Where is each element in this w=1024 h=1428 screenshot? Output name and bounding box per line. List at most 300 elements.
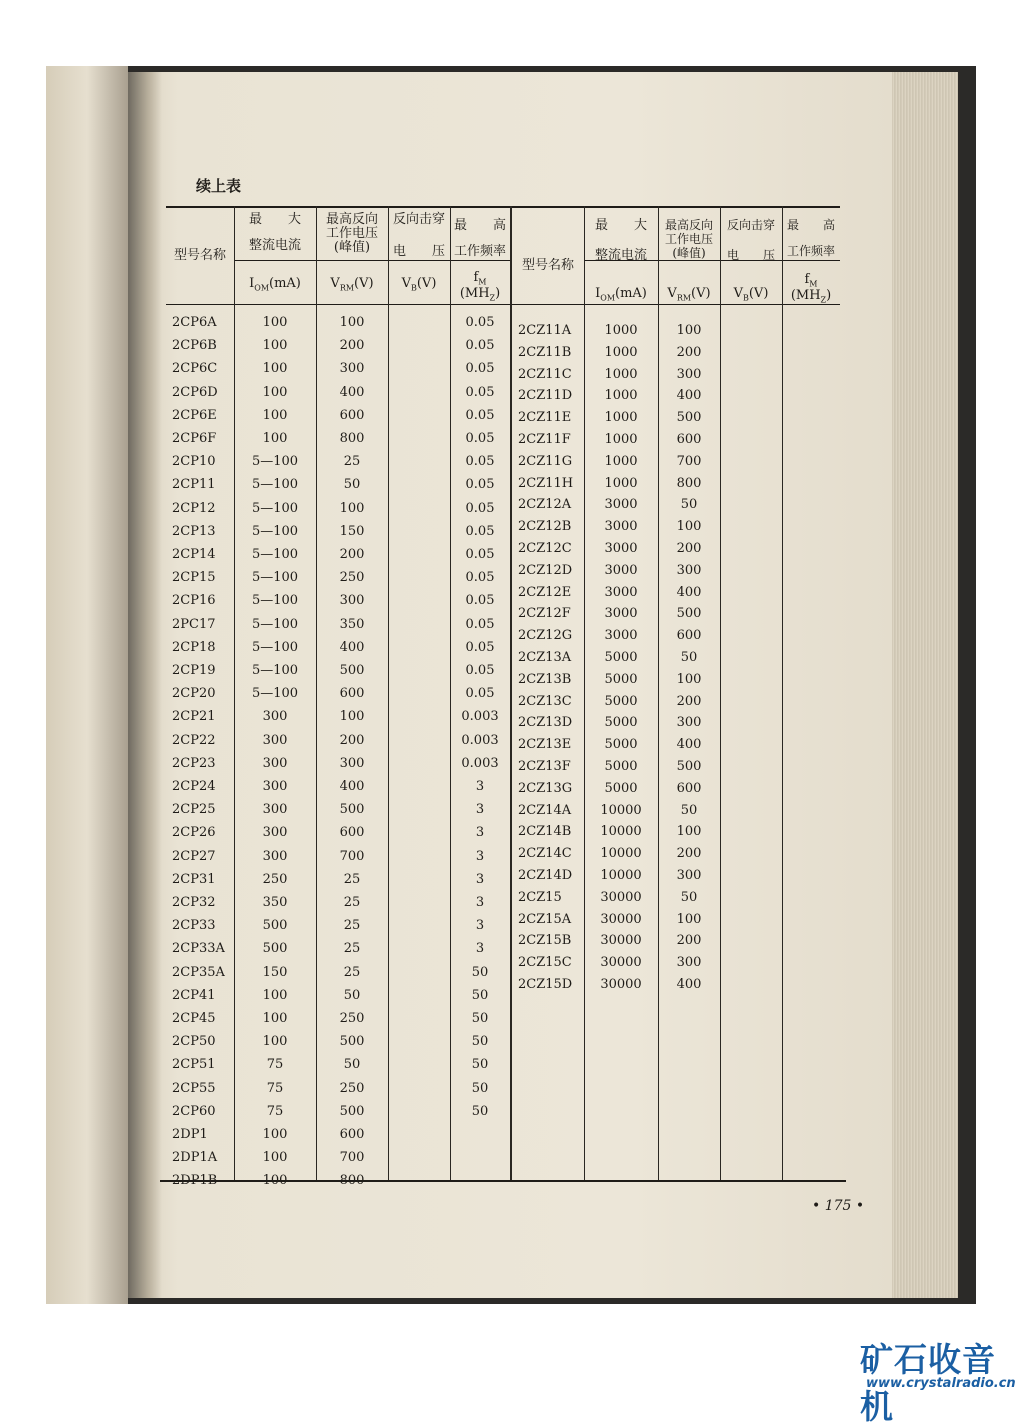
model-cell: 2CP15 (172, 570, 216, 586)
model-cell: 2CZ14D (518, 868, 573, 883)
model-cell: 2CZ13C (518, 693, 572, 709)
voltage-cell: 300 (339, 593, 365, 609)
model-cell: 2CZ12B (518, 519, 572, 535)
voltage-cell: 50 (680, 650, 698, 665)
freq-subscript: M (809, 279, 818, 289)
current-cell: 100 (262, 384, 288, 400)
model-cell: 2CP31 (172, 871, 216, 887)
model-cell: 2CP50 (172, 1034, 216, 1050)
current-cell: 5000 (604, 780, 638, 796)
current-cell: 250 (262, 871, 288, 887)
model-cell: 2CP35A (172, 964, 225, 980)
voltage-cell: 600 (676, 628, 702, 644)
header-current-mid: 整流电流 (248, 238, 301, 253)
header-voltage-l2: 工作电压 (325, 226, 378, 241)
model-cell: 2CZ15B (518, 933, 572, 949)
header-voltage-l3: (峰值) (672, 246, 706, 260)
model-cell: 2CP18 (172, 639, 216, 655)
header-current-mid: 整流电流 (594, 248, 647, 263)
model-cell: 2PC17 (172, 616, 216, 632)
model-cell: 2CP45 (172, 1011, 216, 1026)
model-cell: 2CZ15A (518, 911, 572, 927)
model-cell: 2CZ11A (518, 323, 572, 338)
frequency-cell: 0.05 (465, 361, 495, 377)
header-freq-l2: 工作频率 (786, 244, 835, 258)
current-cell: 5—100 (251, 454, 299, 470)
frequency-cell: 0.05 (465, 407, 495, 423)
header-voltage-unit (316, 276, 388, 296)
freq-unit: (MH (459, 286, 490, 301)
frequency-cell: 0.05 (465, 500, 495, 516)
breakdown-unit: (V) (748, 286, 769, 301)
frequency-cell: 0.05 (465, 315, 495, 330)
freq-unit-close: ) (495, 286, 501, 301)
model-cell: 2CP55 (172, 1080, 216, 1096)
current-cell: 1000 (604, 344, 638, 360)
model-cell: 2CZ15D (518, 977, 573, 992)
current-cell: 1000 (604, 323, 638, 338)
model-cell: 2CP33A (172, 941, 225, 957)
voltage-cell: 100 (339, 500, 365, 516)
voltage-cell: 100 (676, 519, 702, 535)
model-cell: 2CP13 (172, 523, 216, 539)
spine-shadow (128, 72, 162, 1298)
model-cell: 2CZ12A (518, 497, 572, 513)
voltage-cell: 250 (339, 1011, 365, 1026)
header-current-top: 最 大 (248, 212, 301, 227)
table-top-rule (166, 206, 840, 208)
voltage-cell: 200 (339, 732, 365, 748)
voltage-cell: 25 (343, 918, 361, 934)
frequency-cell: 3 (475, 941, 485, 957)
voltage-cell: 250 (339, 1080, 365, 1096)
model-cell: 2CP6D (172, 384, 218, 400)
model-cell: 2CZ13F (518, 759, 571, 774)
voltage-cell: 400 (676, 977, 702, 992)
voltage-cell: 700 (339, 848, 365, 864)
model-cell: 2CZ11F (518, 432, 571, 447)
frequency-cell: 0.003 (461, 755, 499, 771)
frequency-cell: 50 (471, 987, 489, 1003)
current-cell: 3000 (604, 497, 638, 513)
breakdown-subscript: B (742, 293, 749, 303)
header-current-unit (234, 276, 316, 296)
voltage-cell: 200 (676, 541, 702, 556)
voltage-symbol: V (330, 276, 340, 291)
header-freq-unit (450, 286, 510, 306)
voltage-cell: 800 (339, 431, 365, 446)
current-cell: 30000 (600, 911, 642, 927)
model-cell: 2CZ13G (518, 780, 573, 796)
voltage-cell: 300 (676, 562, 702, 578)
freq-symbol: f (473, 270, 479, 285)
freq-unit-subscript: Z (489, 293, 496, 303)
current-cell: 1000 (604, 388, 638, 404)
diode-spec-table (166, 204, 840, 1188)
current-cell: 300 (262, 825, 288, 841)
current-cell: 100 (262, 407, 288, 423)
half-divider (510, 206, 512, 1180)
current-cell: 300 (262, 732, 288, 748)
voltage-cell: 25 (343, 895, 361, 910)
voltage-cell: 600 (676, 432, 702, 447)
voltage-cell: 600 (339, 1127, 365, 1142)
model-cell: 2CP20 (172, 686, 216, 702)
frequency-cell: 0.05 (465, 523, 495, 539)
model-cell: 2CP21 (172, 709, 216, 725)
model-cell: 2CP26 (172, 825, 216, 841)
header-breakdown-l2: 电 压 (392, 244, 445, 259)
page-stack-edge (892, 72, 958, 1298)
frequency-cell: 0.05 (465, 454, 495, 470)
current-symbol: I (595, 286, 601, 301)
voltage-cell: 100 (676, 323, 702, 338)
header-freq-l1: 最 高 (453, 218, 506, 233)
current-cell: 100 (262, 361, 288, 377)
voltage-unit: (V) (354, 276, 374, 291)
model-cell: 2CZ14A (518, 802, 572, 818)
current-cell: 100 (262, 1127, 288, 1142)
header-breakdown-l2: 电 压 (726, 248, 775, 262)
current-cell: 350 (262, 895, 288, 910)
model-cell: 2CP11 (172, 477, 216, 493)
current-cell: 10000 (600, 846, 642, 862)
frequency-cell: 0.05 (465, 663, 495, 678)
model-cell: 2CZ13B (518, 671, 572, 687)
current-cell: 30000 (600, 889, 642, 905)
current-cell: 30000 (600, 955, 642, 971)
model-cell: 2CP10 (172, 454, 216, 470)
current-cell: 1000 (604, 366, 638, 382)
current-cell: 100 (262, 1034, 288, 1050)
model-cell: 2CP41 (172, 987, 216, 1003)
frequency-cell: 0.05 (465, 431, 495, 446)
current-cell: 500 (262, 918, 288, 934)
current-cell: 5—100 (251, 547, 299, 562)
header-current-unit (584, 286, 658, 306)
current-cell: 5—100 (251, 639, 299, 655)
frequency-cell: 50 (471, 1011, 489, 1026)
freq-unit: (MH (790, 288, 821, 303)
voltage-subscript: RM (339, 283, 355, 293)
freq-symbol: f (804, 272, 810, 287)
frequency-cell: 50 (471, 1103, 489, 1119)
frequency-cell: 0.05 (465, 686, 495, 702)
current-cell: 75 (266, 1057, 284, 1073)
voltage-cell: 500 (339, 1103, 365, 1119)
header-breakdown-unit (720, 286, 782, 306)
model-cell: 2CZ12D (518, 562, 573, 578)
current-cell: 300 (262, 802, 288, 818)
voltage-cell: 50 (343, 1057, 361, 1073)
voltage-cell: 25 (343, 964, 361, 980)
frequency-cell: 0.05 (465, 616, 495, 632)
model-cell: 2CZ11D (518, 388, 573, 404)
watermark-url: www.crystalradio.cn (866, 1376, 1016, 1391)
voltage-cell: 500 (676, 759, 702, 774)
voltage-cell: 25 (343, 941, 361, 957)
col-divider (720, 206, 721, 1180)
breakdown-symbol: V (401, 276, 411, 291)
left-unit-rule (234, 260, 510, 261)
frequency-cell: 50 (471, 1057, 489, 1073)
voltage-cell: 400 (676, 584, 702, 600)
voltage-cell: 400 (339, 779, 365, 794)
voltage-cell: 50 (343, 477, 361, 493)
voltage-cell: 200 (676, 344, 702, 360)
model-cell: 2CP6C (172, 361, 218, 377)
voltage-cell: 500 (339, 663, 365, 678)
breakdown-subscript: B (410, 283, 417, 293)
model-cell: 2CZ13A (518, 650, 572, 665)
frequency-cell: 0.05 (465, 384, 495, 400)
voltage-cell: 100 (676, 911, 702, 927)
voltage-cell: 700 (339, 1150, 365, 1166)
watermark-logo: 矿石收音机 (860, 1340, 996, 1426)
model-cell: 2CZ12F (518, 606, 571, 622)
voltage-cell: 150 (339, 523, 365, 539)
model-cell: 2CP16 (172, 593, 216, 609)
current-cell: 300 (262, 709, 288, 725)
facing-page-edge (46, 66, 128, 1304)
voltage-cell: 100 (676, 671, 702, 687)
voltage-cell: 100 (339, 709, 365, 725)
voltage-cell: 300 (676, 715, 702, 731)
voltage-cell: 700 (676, 453, 702, 469)
model-cell: 2CP25 (172, 802, 216, 818)
header-model-name: 型号名称 (173, 248, 226, 263)
current-cell: 500 (262, 941, 288, 957)
current-cell: 100 (262, 1150, 288, 1166)
model-cell: 2CP51 (172, 1057, 216, 1073)
current-cell: 100 (262, 431, 288, 446)
voltage-cell: 200 (676, 693, 702, 709)
frequency-cell: 3 (475, 895, 485, 910)
current-cell: 3000 (604, 519, 638, 535)
voltage-cell: 300 (676, 955, 702, 971)
freq-unit-subscript: Z (820, 295, 827, 305)
current-cell: 5—100 (251, 593, 299, 609)
voltage-cell: 200 (339, 338, 365, 354)
model-cell: 2CP22 (172, 732, 216, 748)
model-cell: 2CP23 (172, 755, 216, 771)
voltage-cell: 400 (676, 737, 702, 753)
current-cell: 10000 (600, 824, 642, 840)
current-cell: 5000 (604, 759, 638, 774)
current-cell: 1000 (604, 432, 638, 447)
current-cell: 300 (262, 779, 288, 794)
frequency-cell: 3 (475, 825, 485, 841)
model-cell: 2CP14 (172, 547, 216, 562)
frequency-cell: 3 (475, 848, 485, 864)
frequency-cell: 0.05 (465, 639, 495, 655)
header-freq-unit (782, 288, 840, 308)
voltage-cell: 300 (339, 361, 365, 377)
current-cell: 300 (262, 848, 288, 864)
voltage-cell: 50 (680, 497, 698, 513)
model-cell: 2CP6A (172, 315, 217, 330)
current-cell: 3000 (604, 541, 638, 556)
current-cell: 3000 (604, 584, 638, 600)
voltage-symbol: V (667, 286, 677, 301)
col-divider (782, 206, 783, 1180)
model-cell: 2CZ12C (518, 541, 572, 556)
current-unit: (mA) (269, 276, 301, 291)
voltage-cell: 25 (343, 871, 361, 887)
model-cell: 2CP12 (172, 500, 216, 516)
frequency-cell: 3 (475, 779, 485, 794)
frequency-cell: 3 (475, 918, 485, 934)
model-cell: 2CZ14C (518, 846, 572, 862)
breakdown-unit: (V) (416, 276, 437, 291)
voltage-cell: 800 (676, 475, 702, 491)
voltage-cell: 600 (339, 686, 365, 702)
model-cell: 2CZ12E (518, 584, 572, 600)
voltage-cell: 400 (339, 639, 365, 655)
current-cell: 300 (262, 755, 288, 771)
model-cell: 2CP19 (172, 663, 216, 678)
current-unit: (mA) (615, 286, 647, 301)
voltage-cell: 500 (676, 606, 702, 622)
model-cell: 2CZ15C (518, 955, 572, 971)
voltage-cell: 500 (339, 1034, 365, 1050)
current-cell: 5—100 (251, 477, 299, 493)
freq-subscript: M (478, 277, 487, 287)
col-divider (388, 206, 389, 1180)
frequency-cell: 0.05 (465, 547, 495, 562)
current-cell: 5000 (604, 737, 638, 753)
voltage-subscript: RM (676, 293, 692, 303)
voltage-cell: 200 (339, 547, 365, 562)
current-cell: 5—100 (251, 663, 299, 678)
current-cell: 1000 (604, 453, 638, 469)
current-cell: 5—100 (251, 616, 299, 632)
header-voltage-l1: 最高反向 (325, 212, 378, 227)
current-cell: 5—100 (251, 686, 299, 702)
current-cell: 5—100 (251, 570, 299, 586)
header-model-name: 型号名称 (521, 258, 574, 273)
frequency-cell: 0.05 (465, 593, 495, 609)
current-cell: 10000 (600, 868, 642, 883)
model-cell: 2CP60 (172, 1103, 216, 1119)
header-freq-l2: 工作频率 (453, 244, 506, 259)
voltage-cell: 500 (339, 802, 365, 818)
model-cell: 2CP33 (172, 918, 216, 934)
current-cell: 150 (262, 964, 288, 980)
frequency-cell: 3 (475, 802, 485, 818)
running-title: 续上表 (196, 177, 242, 195)
current-cell: 75 (266, 1080, 284, 1096)
current-cell: 5—100 (251, 500, 299, 516)
current-cell: 3000 (604, 562, 638, 578)
header-breakdown-l1: 反向击穿 (726, 218, 775, 232)
voltage-cell: 500 (676, 410, 702, 426)
current-cell: 10000 (600, 802, 642, 818)
current-subscript: OM (254, 283, 270, 293)
voltage-cell: 400 (676, 388, 702, 404)
current-cell: 100 (262, 338, 288, 354)
header-voltage-l2: 工作电压 (664, 232, 713, 246)
frequency-cell: 0.05 (465, 570, 495, 586)
header-voltage-unit (658, 286, 720, 306)
current-cell: 5000 (604, 715, 638, 731)
voltage-cell: 250 (339, 570, 365, 586)
current-cell: 1000 (604, 410, 638, 426)
voltage-cell: 200 (676, 846, 702, 862)
model-cell: 2CZ13E (518, 737, 572, 753)
current-symbol: I (249, 276, 255, 291)
frequency-cell: 0.003 (461, 732, 499, 748)
frequency-cell: 0.05 (465, 338, 495, 354)
breakdown-symbol: V (733, 286, 743, 301)
header-voltage-l1: 最高反向 (664, 218, 713, 232)
current-cell: 30000 (600, 977, 642, 992)
model-cell: 2DP1 (172, 1127, 208, 1142)
header-breakdown-l1: 反向击穿 (392, 212, 445, 227)
model-cell: 2CP6B (172, 338, 217, 354)
model-cell: 2CZ11E (518, 410, 572, 426)
frequency-cell: 0.05 (465, 477, 495, 493)
current-cell: 5000 (604, 650, 638, 665)
current-cell: 5—100 (251, 523, 299, 539)
voltage-cell: 300 (676, 366, 702, 382)
voltage-cell: 350 (339, 616, 365, 632)
current-cell: 5000 (604, 693, 638, 709)
page-number: • 175 • (812, 1198, 865, 1214)
voltage-cell: 50 (343, 987, 361, 1003)
current-cell: 75 (266, 1103, 284, 1119)
frequency-cell: 0.003 (461, 709, 499, 725)
voltage-cell: 800 (339, 1173, 365, 1189)
frequency-cell: 50 (471, 964, 489, 980)
current-cell: 3000 (604, 606, 638, 622)
header-voltage-l3: (峰值) (333, 240, 371, 255)
voltage-cell: 600 (676, 780, 702, 796)
voltage-cell: 300 (339, 755, 365, 771)
header-freq-l1: 最 高 (786, 218, 835, 232)
voltage-cell: 100 (676, 824, 702, 840)
current-cell: 3000 (604, 628, 638, 644)
current-subscript: OM (600, 293, 616, 303)
model-cell: 2CP6F (172, 431, 217, 446)
frequency-cell: 50 (471, 1080, 489, 1096)
voltage-unit: (V) (691, 286, 711, 301)
frequency-cell: 50 (471, 1034, 489, 1050)
model-cell: 2CZ15 (518, 889, 562, 905)
model-cell: 2CZ11H (518, 475, 574, 491)
current-cell: 5000 (604, 671, 638, 687)
current-cell: 100 (262, 315, 288, 330)
model-cell: 2CP6E (172, 407, 217, 423)
voltage-cell: 50 (680, 802, 698, 818)
current-cell: 30000 (600, 933, 642, 949)
voltage-cell: 200 (676, 933, 702, 949)
voltage-cell: 100 (339, 315, 365, 330)
voltage-cell: 600 (339, 407, 365, 423)
model-cell: 2CP27 (172, 848, 216, 864)
voltage-cell: 300 (676, 868, 702, 883)
model-cell: 2CZ14B (518, 824, 572, 840)
model-cell: 2DP1B (172, 1173, 218, 1189)
model-cell: 2CZ11C (518, 366, 572, 382)
voltage-cell: 400 (339, 384, 365, 400)
frequency-cell: 3 (475, 871, 485, 887)
header-current-top: 最 大 (594, 218, 647, 233)
header-breakdown-unit (388, 276, 450, 296)
voltage-cell: 600 (339, 825, 365, 841)
model-cell: 2CZ12G (518, 628, 573, 644)
model-cell: 2DP1A (172, 1150, 218, 1166)
